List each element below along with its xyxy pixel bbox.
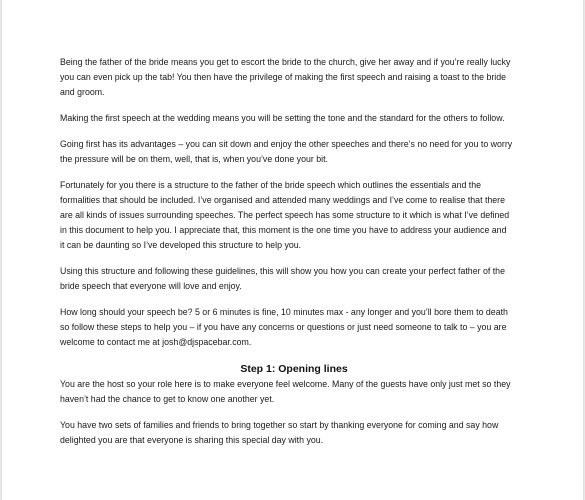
text-line: it can be daunting so I’ve developed this structure to help you. [60,240,302,250]
paragraph-escort-bride [60,55,528,100]
document-body [60,55,528,459]
paragraph-host-role [60,377,528,407]
text-line: Making the first speech at the wedding means you will be setting the tone and the standard for the others to follow. [60,113,505,123]
text-line: Going first has its advantages – you can sit down and enjoy the other speeches and there’s no need for you to worry [60,139,513,149]
paragraph-guidelines [60,264,528,294]
text-line: are all kinds of issues surrounding speeches. The perfect speech has some structure to it which is what I’ve defined [60,210,510,220]
text-line: you can even pick up the tab! You then have the privilege of making the first speech and raising a toast to the bride [60,72,506,82]
paragraph-first-speech [60,111,528,126]
text-line: welcome to contact me at josh@djspacebar.com. [60,337,252,347]
text-line: in this document to help you. I appreciate that, this moment is the one time you have to address your audience and [60,225,507,235]
text-line: formalities that should be included. I’ve organised and attended many weddings and I’ve come to realise that there [60,195,506,205]
text-line: so follow these steps to help you – if you have any concerns or questions or just need someone to talk to – you are [60,322,507,332]
text-line: delighted you are that everyone is sharing this special day with you. [60,435,324,445]
text-line: the pressure will be on them, well, that is, when you’ve done your bit. [60,154,328,164]
paragraph-speech-length [60,305,528,350]
text-line: and groom. [60,87,105,97]
text-line: Fortunately for you there is a structure to the father of the bride speech which outlines the essentials and the [60,180,482,190]
paragraph-structure [60,178,528,253]
text-line: Being the father of the bride means you get to escort the bride to the church, give her away and if you’re really lucky [60,57,511,67]
text-line: Using this structure and following these guidelines, this will show you how you can create your perfect father of the [60,266,505,276]
text-line: You have two sets of families and friends to bring together so start by thanking everyone for coming and say how [60,420,499,430]
text-line: How long should your speech be? 5 or 6 minutes is fine, 10 minutes max - any longer and you’ll bore them to death [60,307,508,317]
text-line: You are the host so your role here is to make everyone feel welcome. Many of the guests have only just met so they [60,379,511,389]
text-line: haven’t had the chance to get to know one another yet. [60,394,275,404]
text-line: bride speech that everyone will love and enjoy. [60,281,242,291]
section-heading: Step 1: Opening lines [240,363,348,375]
document-page [2,0,583,500]
paragraph-thank-everyone [60,418,528,448]
paragraph-going-first [60,137,528,167]
